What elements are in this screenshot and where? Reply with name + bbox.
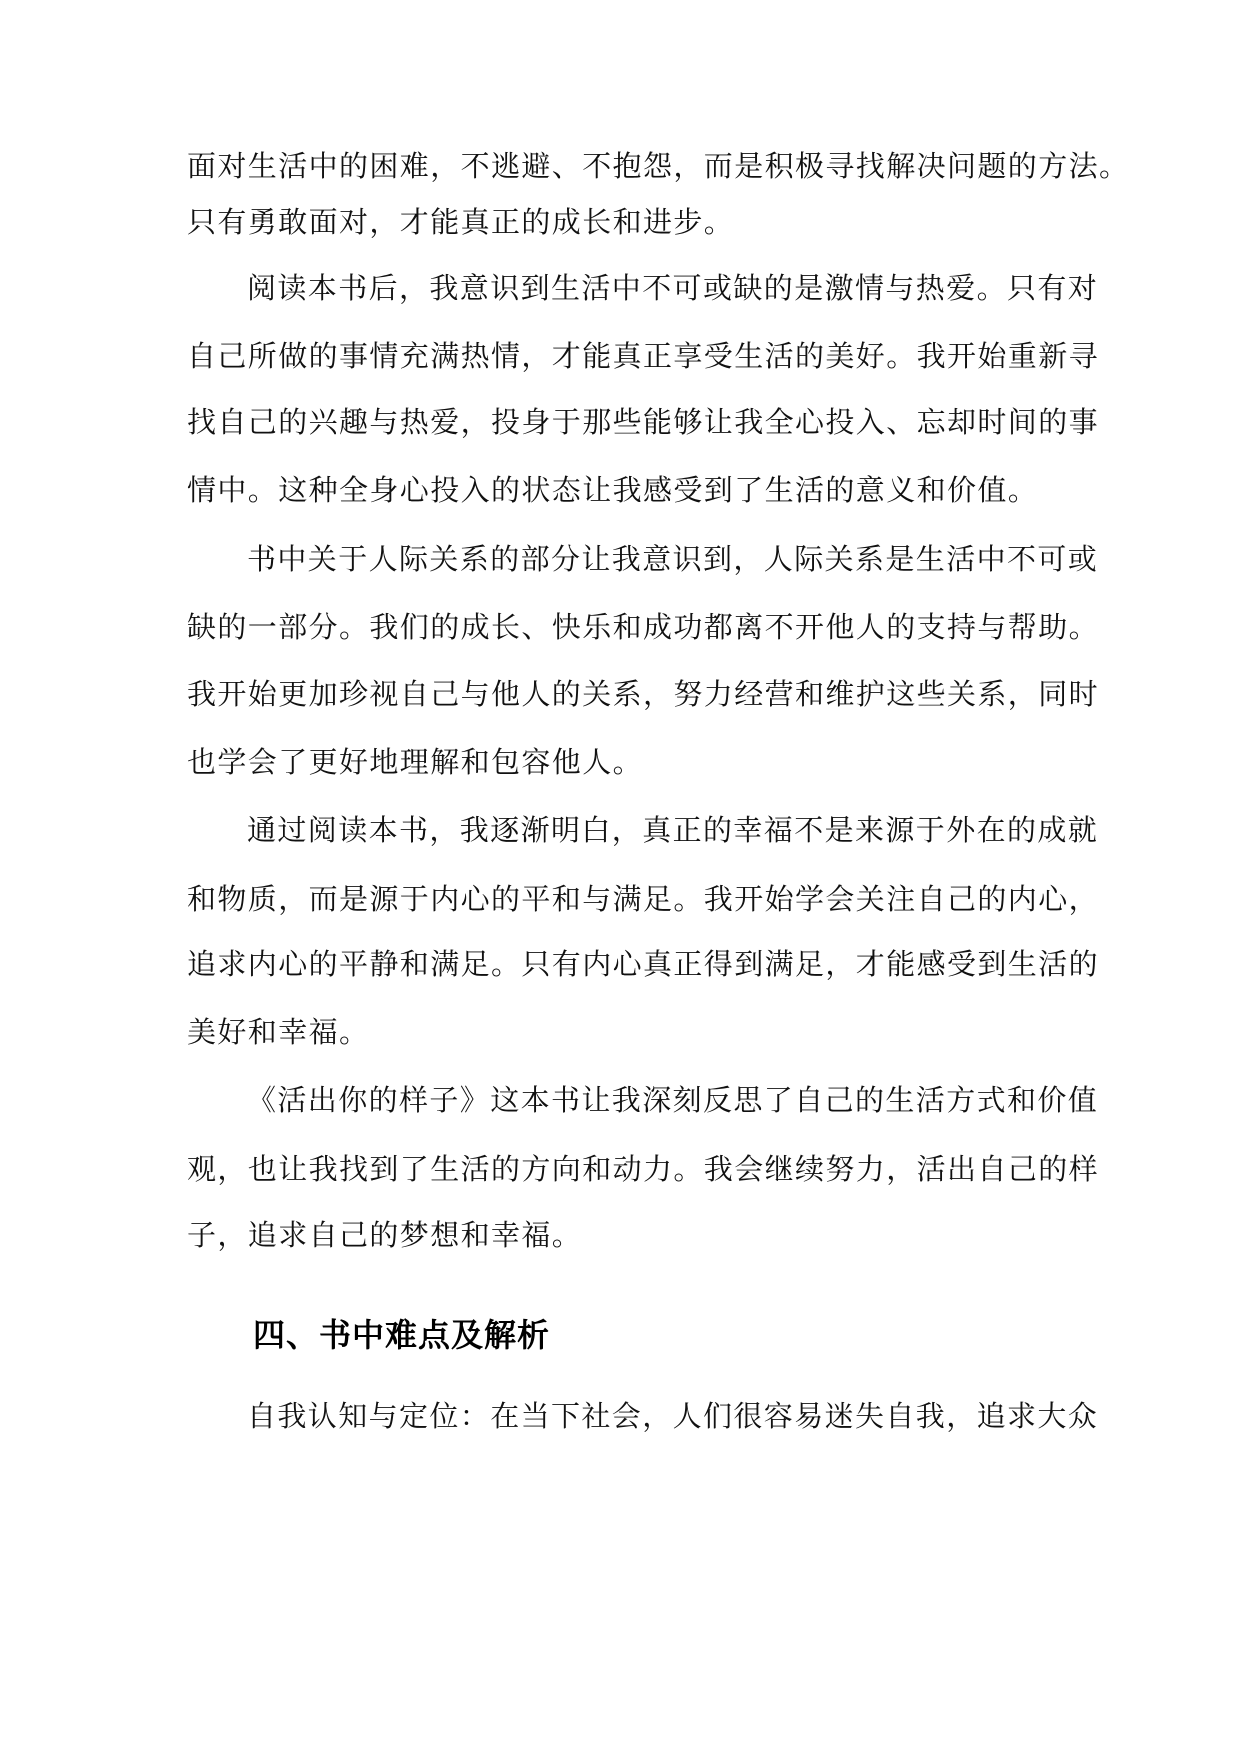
paragraph-line: 《活出你的样子》这本书让我深刻反思了自己的生活方式和价值 <box>247 1083 1099 1117</box>
paragraph-line: 阅读本书后，我意识到生活中不可或缺的是激情与热爱。只有对 <box>247 271 1099 305</box>
paragraph-line: 通过阅读本书，我逐渐明白，真正的幸福不是来源于外在的成就 <box>247 813 1099 847</box>
paragraph-line: 自我认知与定位：在当下社会，人们很容易迷失自我，追求大众 <box>247 1399 1099 1433</box>
paragraph-line: 和物质，而是源于内心的平和与满足。我开始学会关注自己的内心， <box>187 882 1100 916</box>
paragraph-line: 情中。这种全身心投入的状态让我感受到了生活的意义和价值。 <box>187 473 1039 507</box>
section-heading: 四、书中难点及解析 <box>253 1316 551 1354</box>
paragraph-line: 也学会了更好地理解和包容他人。 <box>187 745 644 779</box>
paragraph-line: 面对生活中的困难，不逃避、不抱怨，而是积极寻找解决问题的方法。 <box>187 149 1130 183</box>
paragraph-line: 找自己的兴趣与热爱，投身于那些能够让我全心投入、忘却时间的事 <box>187 405 1100 439</box>
paragraph-line: 书中关于人际关系的部分让我意识到，人际关系是生活中不可或 <box>247 542 1099 576</box>
paragraph-line: 只有勇敢面对，才能真正的成长和进步。 <box>187 205 735 239</box>
paragraph-line: 缺的一部分。我们的成长、快乐和成功都离不开他人的支持与帮助。 <box>187 610 1100 644</box>
paragraph-line: 我开始更加珍视自己与他人的关系，努力经营和维护这些关系，同时 <box>187 677 1100 711</box>
paragraph-line: 自己所做的事情充满热情，才能真正享受生活的美好。我开始重新寻 <box>187 339 1100 373</box>
paragraph-line: 观，也让我找到了生活的方向和动力。我会继续努力，活出自己的样 <box>187 1152 1100 1186</box>
paragraph-line: 子，追求自己的梦想和幸福。 <box>187 1218 583 1252</box>
paragraph-line: 美好和幸福。 <box>187 1015 370 1049</box>
paragraph-line: 追求内心的平静和满足。只有内心真正得到满足，才能感受到生活的 <box>187 947 1100 981</box>
